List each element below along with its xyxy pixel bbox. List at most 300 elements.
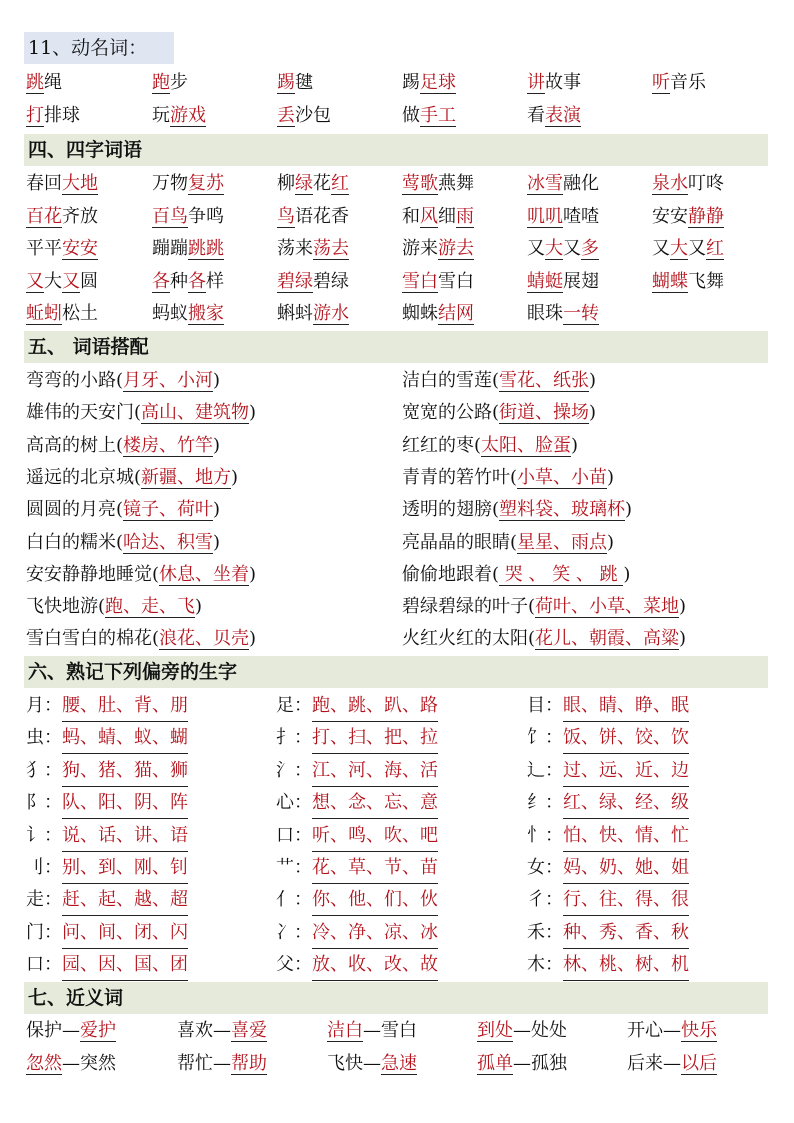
- collocation-item: [402, 366, 596, 396]
- answer-text: 荡去: [313, 238, 349, 259]
- prompt-text: 松土: [62, 303, 98, 324]
- radical-label: 女：: [527, 857, 563, 878]
- word-row: [26, 202, 776, 234]
- radical-row: [26, 885, 776, 917]
- prompt-text: 故事: [545, 72, 581, 93]
- radical-characters: 跑、跳、趴、路: [312, 691, 438, 722]
- answer-text: 月牙、小河: [123, 370, 214, 391]
- prompt-text: 高高的树上(: [26, 434, 124, 456]
- answer-text: 休息、坐着: [159, 563, 250, 585]
- prompt-text: 雪白雪白的棉花(: [26, 628, 160, 650]
- radical-characters: 赶、起、越、超: [62, 885, 188, 916]
- collocation-item: [26, 366, 220, 396]
- word-item: [277, 101, 331, 131]
- synonym-item: [26, 1049, 116, 1079]
- radical-label: 阝：: [26, 792, 62, 814]
- answer-text: 跳跳: [188, 238, 224, 259]
- word-row: [26, 267, 776, 299]
- answer-text: 哈达、积雪: [123, 531, 214, 553]
- prompt-text: ): [623, 563, 631, 585]
- answer-text: 各: [152, 270, 170, 292]
- answer-text: 百鸟: [152, 205, 188, 227]
- radical-label: 纟：: [527, 792, 563, 814]
- word-item: [652, 169, 724, 199]
- answer-text: 足球: [420, 72, 456, 93]
- answer-text: 蝴蝶: [652, 270, 688, 292]
- prompt-text: 亮晶晶的眼睛(: [402, 531, 518, 553]
- prompt-text: 样: [206, 270, 224, 292]
- word-item: [277, 68, 313, 98]
- radical-item: [276, 723, 438, 754]
- prompt-text: —孤独: [513, 1053, 567, 1074]
- radical-item: [276, 853, 438, 884]
- radical-characters: 打、扫、把、拉: [312, 723, 438, 754]
- answer-text: 以后: [681, 1053, 717, 1074]
- prompt-text: 后来—: [627, 1053, 681, 1074]
- prompt-text: 融化: [563, 173, 599, 194]
- word-item: [26, 169, 98, 199]
- prompt-text: 蝌蚪: [277, 303, 313, 324]
- answer-text: 打: [26, 105, 44, 126]
- answer-text: 蚯蚓: [26, 303, 62, 324]
- prompt-text: 雄伟的天安门(: [26, 402, 142, 424]
- prompt-text: ): [607, 466, 615, 488]
- word-item: [152, 68, 188, 98]
- section-title-ciyu-dapei: 五、 词语搭配: [24, 331, 768, 363]
- prompt-text: 青青的箬竹叶(: [402, 466, 518, 488]
- prompt-text: 音乐: [670, 72, 706, 93]
- radical-row: [26, 950, 776, 982]
- collocation-item: [26, 624, 256, 654]
- answer-text: 结网: [438, 303, 474, 324]
- radical-characters: 想、念、忘、意: [312, 788, 438, 819]
- word-item: [26, 68, 62, 98]
- radical-characters: 妈、奶、她、姐: [563, 853, 689, 884]
- collocation-item: [402, 463, 614, 493]
- radical-label: 忄：: [527, 824, 563, 846]
- radical-characters: 你、他、们、伙: [312, 885, 438, 916]
- section-title-dongmingci: 11、动名词：: [24, 32, 174, 64]
- radical-characters: 种、秀、香、秋: [563, 918, 689, 949]
- word-item: [652, 267, 724, 297]
- radical-label: 亻：: [276, 889, 312, 911]
- prompt-text: 和: [402, 205, 420, 227]
- word-item: [652, 234, 724, 264]
- answer-text: 荷叶、小草、菜地: [535, 596, 680, 618]
- radical-item: [276, 885, 438, 916]
- answer-text: 到处: [477, 1020, 513, 1041]
- word-row: [26, 431, 776, 463]
- radical-characters: 说、话、讲、语: [62, 821, 188, 852]
- collocation-item: [26, 463, 238, 493]
- answer-text: 一转: [563, 303, 599, 324]
- answer-text: 又: [62, 270, 80, 292]
- radical-item: [26, 821, 188, 852]
- prompt-text: 圆圆的月亮(: [26, 499, 124, 521]
- answer-text: 安安: [62, 238, 98, 259]
- answer-text: 绿: [295, 173, 313, 194]
- word-item: [277, 234, 349, 264]
- synonym-item: [477, 1016, 567, 1046]
- prompt-text: 宽宽的公路(: [402, 402, 500, 424]
- radical-label: 禾：: [527, 921, 563, 943]
- prompt-text: 白白的糯米(: [26, 531, 124, 553]
- radical-row: [26, 918, 776, 950]
- answer-text: 忽然: [26, 1053, 62, 1074]
- synonym-item: [327, 1049, 417, 1079]
- word-item: [277, 169, 349, 199]
- answer-text: 表演: [545, 105, 581, 126]
- radical-characters: 怕、快、情、忙: [563, 821, 689, 852]
- prompt-text: —雪白: [363, 1020, 417, 1041]
- prompt-text: 透明的翅膀(: [402, 499, 500, 521]
- word-item: [26, 234, 98, 264]
- answer-text: 浪花、贝壳: [159, 628, 250, 650]
- answer-text: 大地: [62, 173, 98, 194]
- radical-item: [276, 950, 438, 981]
- answer-text: 大: [545, 238, 563, 259]
- prompt-text: 雪白: [438, 270, 474, 292]
- word-item: [527, 68, 581, 98]
- answer-text: 叽叽: [527, 205, 563, 227]
- radical-label: 虫：: [26, 727, 62, 749]
- radical-label: 扌：: [276, 727, 312, 749]
- word-item: [527, 234, 599, 264]
- word-row: [26, 398, 776, 430]
- prompt-text: 沙包: [295, 105, 331, 126]
- prompt-text: 蜘蛛: [402, 303, 438, 324]
- prompt-text: 蹦蹦: [152, 238, 188, 259]
- answer-text: 跳: [26, 72, 44, 93]
- radical-item: [26, 918, 188, 949]
- section-title-jinyici: 七、近义词: [24, 982, 768, 1014]
- word-item: [277, 267, 349, 297]
- answer-text: 泉水: [652, 173, 688, 194]
- prompt-text: ): [213, 370, 221, 391]
- word-row: [26, 624, 776, 656]
- answer-text: 跑: [152, 72, 170, 93]
- answer-text: 鸟: [277, 205, 295, 227]
- answer-text: 搬家: [188, 303, 224, 324]
- prompt-text: ): [249, 402, 257, 424]
- prompt-text: ): [231, 466, 239, 488]
- word-item: [402, 101, 456, 131]
- prompt-text: 安安: [652, 205, 688, 227]
- answer-text: 帮助: [231, 1053, 267, 1074]
- prompt-text: ): [213, 499, 221, 521]
- answer-text: 复苏: [188, 173, 224, 194]
- answer-text: 太阳、脸蛋: [481, 434, 572, 456]
- prompt-text: ): [589, 402, 597, 424]
- radical-item: [276, 788, 438, 819]
- radical-characters: 江、河、海、活: [312, 756, 438, 787]
- radical-item: [26, 691, 188, 722]
- prompt-text: 踢: [402, 72, 420, 93]
- answer-text: 红: [706, 238, 724, 259]
- prompt-text: ): [249, 563, 257, 585]
- prompt-text: 展翅: [563, 270, 599, 292]
- radical-item: [26, 950, 188, 981]
- prompt-text: 火红火红的太阳(: [402, 628, 536, 650]
- answer-text: 街道、操场: [499, 402, 590, 424]
- radical-label: 心：: [276, 792, 312, 814]
- radical-characters: 腰、肚、背、朋: [62, 691, 188, 722]
- answer-text: 风: [420, 205, 438, 227]
- prompt-text: 飞快地游(: [26, 596, 106, 618]
- radical-item: [276, 821, 438, 852]
- answer-text: 楼房、竹竿: [123, 434, 214, 456]
- collocation-item: [26, 528, 220, 558]
- radical-item: [527, 756, 689, 787]
- prompt-text: 平平: [26, 238, 62, 259]
- radical-label: 月：: [26, 695, 62, 716]
- answer-text: 雨: [456, 205, 474, 227]
- answer-text: 雪花、纸张: [499, 370, 590, 391]
- word-item: [152, 234, 224, 264]
- section-title-pianpang: 六、熟记下列偏旁的生字: [24, 656, 768, 688]
- prompt-text: 碧绿碧绿的叶子(: [402, 596, 536, 618]
- prompt-text: 安安静静地睡觉(: [26, 563, 160, 585]
- prompt-text: 游来: [402, 238, 438, 259]
- word-item: [527, 202, 599, 232]
- answer-text: 百花: [26, 205, 62, 227]
- prompt-text: 春回: [26, 173, 62, 194]
- prompt-text: 圆: [80, 270, 98, 292]
- radical-label: 木：: [527, 954, 563, 976]
- word-row: [26, 234, 776, 266]
- radical-label: 冫：: [276, 921, 312, 943]
- answer-text: 新疆、地方: [141, 466, 232, 488]
- radical-characters: 花、草、节、苗: [312, 853, 438, 884]
- synonym-item: [177, 1016, 267, 1046]
- word-item: [402, 169, 474, 199]
- word-row: [26, 1049, 776, 1081]
- prompt-text: 玩: [152, 105, 170, 126]
- radical-label: 彳：: [527, 889, 563, 911]
- collocation-item: [26, 431, 220, 461]
- prompt-text: 又: [652, 238, 670, 259]
- collocation-item: [26, 592, 202, 622]
- answer-text: 急速: [381, 1053, 417, 1074]
- answer-text: 小草、小苗: [517, 466, 608, 488]
- word-item: [402, 267, 474, 297]
- collocation-item: [26, 560, 256, 590]
- radical-label: 门：: [26, 921, 62, 943]
- collocation-item: [402, 398, 596, 428]
- word-row: [26, 560, 776, 592]
- radical-characters: 问、间、闭、闪: [62, 918, 188, 949]
- word-item: [26, 101, 80, 131]
- answer-text: 丢: [277, 105, 295, 126]
- prompt-text: 语花香: [295, 205, 349, 227]
- radical-characters: 冷、净、凉、冰: [312, 918, 438, 949]
- prompt-text: ): [571, 434, 579, 456]
- radical-item: [527, 788, 689, 819]
- prompt-text: 眼珠: [527, 303, 563, 324]
- prompt-text: 偷偷地跟着(: [402, 563, 500, 585]
- prompt-text: 帮忙—: [177, 1053, 231, 1074]
- prompt-text: 飞舞: [688, 270, 724, 292]
- collocation-item: [402, 592, 686, 622]
- word-row: [26, 592, 776, 624]
- collocation-item: [402, 495, 632, 525]
- prompt-text: 种: [170, 270, 188, 292]
- radical-item: [276, 918, 438, 949]
- answer-text: 蜻蜓: [527, 270, 563, 292]
- radical-characters: 饭、饼、饺、饮: [563, 723, 689, 754]
- answer-text: 碧绿: [277, 270, 313, 292]
- prompt-text: 看: [527, 105, 545, 126]
- word-item: [527, 101, 581, 131]
- radical-row: [26, 821, 776, 853]
- prompt-text: 荡来: [277, 238, 313, 259]
- radical-item: [527, 691, 689, 722]
- prompt-text: 争鸣: [188, 205, 224, 227]
- prompt-text: 飞快—: [327, 1053, 381, 1074]
- radical-label: 目：: [527, 695, 563, 716]
- radical-label: 刂：: [26, 857, 62, 878]
- answer-text: 多: [581, 238, 599, 259]
- prompt-text: ): [195, 596, 203, 618]
- radical-label: 氵：: [276, 759, 312, 781]
- collocation-item: [402, 528, 614, 558]
- word-row: [26, 463, 776, 495]
- word-item: [26, 202, 98, 232]
- prompt-text: 碧绿: [313, 270, 349, 292]
- prompt-text: 绳: [44, 72, 62, 93]
- radical-characters: 红、绿、经、级: [563, 788, 689, 819]
- answer-text: 静静: [688, 205, 724, 227]
- prompt-text: ): [607, 531, 615, 553]
- radical-item: [527, 821, 689, 852]
- word-item: [152, 169, 224, 199]
- radical-label: 口：: [26, 954, 62, 976]
- answer-text: 喜爱: [231, 1020, 267, 1041]
- prompt-text: 花: [313, 173, 331, 194]
- radical-label: 走：: [26, 889, 62, 911]
- prompt-text: 开心—: [627, 1020, 681, 1041]
- word-item: [26, 267, 98, 297]
- prompt-text: 燕舞: [438, 173, 474, 194]
- word-row: [26, 299, 776, 331]
- synonym-item: [26, 1016, 116, 1046]
- prompt-text: 细: [438, 205, 456, 227]
- radical-item: [527, 918, 689, 949]
- radical-characters: 过、远、近、边: [563, 756, 689, 787]
- radical-item: [26, 723, 188, 754]
- prompt-text: 弯弯的小路(: [26, 370, 124, 391]
- word-item: [402, 299, 474, 329]
- radical-label: 口：: [276, 824, 312, 846]
- answer-text: 冰雪: [527, 173, 563, 194]
- radical-label: 辶：: [527, 759, 563, 781]
- radical-characters: 蚂、蜻、蚁、蝴: [62, 723, 188, 754]
- answer-text: 莺歌: [402, 173, 438, 194]
- answer-text: 踢: [277, 72, 295, 93]
- prompt-text: 又: [527, 238, 545, 259]
- word-row: [26, 1016, 776, 1048]
- radical-label: 讠：: [26, 824, 62, 846]
- collocation-item: [26, 495, 220, 525]
- prompt-text: 柳: [277, 173, 295, 194]
- word-item: [152, 202, 224, 232]
- prompt-text: 齐放: [62, 205, 98, 227]
- word-item: [152, 101, 206, 131]
- radical-characters: 林、桃、树、机: [563, 950, 689, 981]
- answer-text: 塑料袋、玻璃杯: [499, 499, 626, 521]
- radical-characters: 眼、睛、睁、眠: [563, 691, 689, 722]
- prompt-text: 叮咚: [688, 173, 724, 194]
- prompt-text: 做: [402, 105, 420, 126]
- word-row: [26, 101, 776, 133]
- radical-label: 足：: [276, 695, 312, 716]
- word-item: [652, 68, 706, 98]
- answer-text: 红: [331, 173, 349, 194]
- synonym-item: [627, 1049, 717, 1079]
- word-item: [277, 299, 349, 329]
- answer-text: 跑、走、飞: [105, 596, 196, 618]
- prompt-text: ): [213, 531, 221, 553]
- answer-text: 讲: [527, 72, 545, 93]
- prompt-text: 遥远的北京城(: [26, 466, 142, 488]
- prompt-text: 排球: [44, 105, 80, 126]
- answer-text: 雪白: [402, 270, 438, 292]
- answer-text: 手工: [420, 105, 456, 126]
- word-item: [402, 68, 456, 98]
- radical-item: [527, 723, 689, 754]
- synonym-item: [327, 1016, 417, 1046]
- answer-text: 花儿、朝霞、高粱: [535, 628, 680, 650]
- word-row: [26, 366, 776, 398]
- radical-item: [276, 756, 438, 787]
- word-row: [26, 495, 776, 527]
- prompt-text: ): [249, 628, 257, 650]
- word-item: [152, 267, 224, 297]
- collocation-item: [402, 431, 578, 461]
- prompt-text: 蚂蚁: [152, 303, 188, 324]
- radical-label: 父：: [276, 954, 312, 976]
- radical-label: 犭：: [26, 759, 62, 781]
- answer-text: 大: [670, 238, 688, 259]
- radical-row: [26, 691, 776, 723]
- prompt-text: 红红的枣(: [402, 434, 482, 456]
- radical-row: [26, 853, 776, 885]
- answer-text: 快乐: [681, 1020, 717, 1041]
- prompt-text: ): [589, 370, 597, 391]
- answer-text: 各: [188, 270, 206, 292]
- radical-item: [276, 691, 438, 722]
- radical-item: [527, 853, 689, 884]
- word-item: [277, 202, 349, 232]
- answer-text: 哭 、 笑 、 跳: [499, 563, 624, 585]
- prompt-text: 保护—: [26, 1020, 80, 1041]
- answer-text: 洁白: [327, 1020, 363, 1041]
- radical-label: 饣：: [527, 727, 563, 749]
- synonym-item: [477, 1049, 567, 1079]
- radical-characters: 放、收、改、故: [312, 950, 438, 981]
- answer-text: 游戏: [170, 105, 206, 126]
- prompt-text: ): [679, 596, 687, 618]
- collocation-item: [26, 398, 256, 428]
- radical-item: [527, 950, 689, 981]
- radical-label: 艹：: [276, 857, 312, 878]
- synonym-item: [177, 1049, 267, 1079]
- prompt-text: 步: [170, 72, 188, 93]
- radical-item: [26, 885, 188, 916]
- radical-characters: 听、鸣、吹、吧: [312, 821, 438, 852]
- answer-text: 星星、雨点: [517, 531, 608, 553]
- word-item: [527, 169, 599, 199]
